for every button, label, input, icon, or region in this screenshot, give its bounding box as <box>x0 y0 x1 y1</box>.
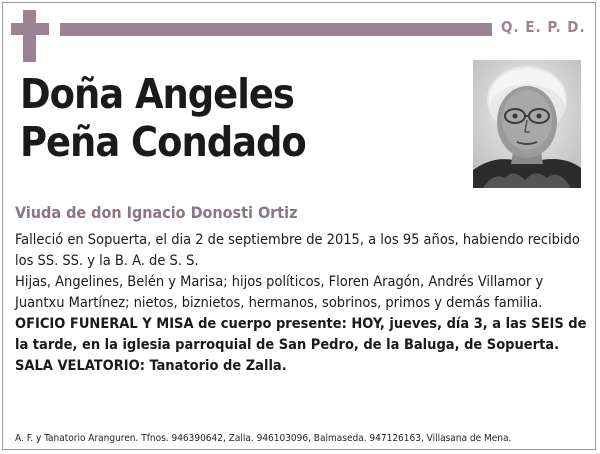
funeral-home-footer: A. F. y Tanatorio Aranguren. Tfnos. 946390642, Zalla. 946103096, Balmaseda. 947126163, Villasana de Mena. <box>15 433 512 444</box>
wake-room: SALA VELATORIO: Tanatorio de Zalla. <box>15 358 287 374</box>
widow-of-line: Viuda de don Ignacio Donosti Ortiz <box>15 203 298 222</box>
name-line-2: Peña Condado <box>20 118 306 166</box>
obituary-body <box>15 230 587 377</box>
name-line-1: Doña Angeles <box>20 70 294 118</box>
portrait-photo <box>473 60 581 188</box>
death-notice: Falleció en Sopuerta, el dia 2 de septiembre de 2015, a los 95 años, habiendo recibido los SS. SS. y la B. A. de S. S. <box>15 232 580 269</box>
header-bar <box>60 23 492 36</box>
deceased-name <box>20 70 450 166</box>
qepd-label: Q. E. P. D. <box>501 18 586 36</box>
family-list: Hijas, Angelines, Belén y Marisa; hijos políticos, Floren Aragón, Andrés Villamor y Juantxu Martínez; nietos, biznietos, hermanos, sobrinos, primos y demás familia. <box>15 274 544 311</box>
funeral-service: OFICIO FUNERAL Y MISA de cuerpo presente: HOY, jueves, día 3, a las SEIS de la tarde, en la iglesia parroquial de San Pedro, de la Baluga, de Sopuerta. <box>15 316 587 353</box>
cross-icon <box>11 10 49 62</box>
